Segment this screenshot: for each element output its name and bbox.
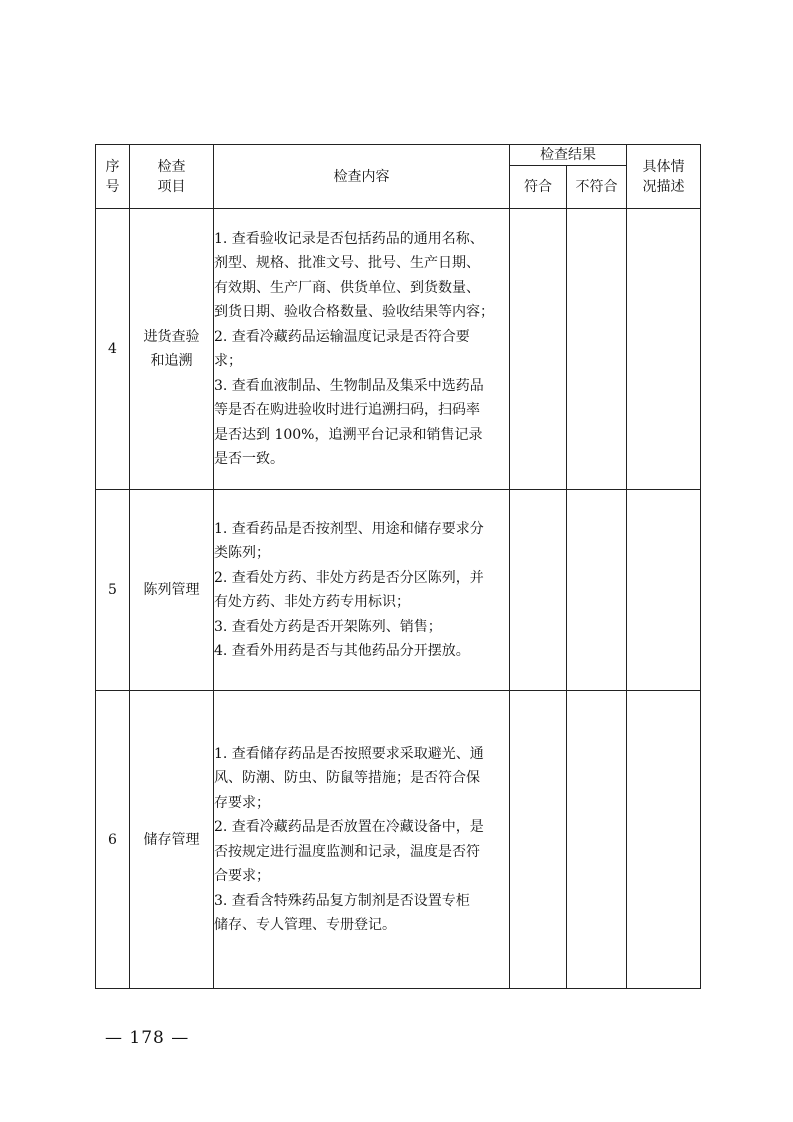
content-line: 储存、专人管理、专册登记。 — [214, 917, 396, 933]
row-item-line: 和追溯 — [150, 353, 193, 369]
table-row — [96, 490, 701, 691]
content-line: 否按规定进行温度监测和记录，温度是否符 — [214, 843, 480, 860]
row-content — [214, 691, 510, 989]
description-cell[interactable] — [627, 209, 701, 490]
inspection-table — [95, 144, 701, 989]
row-item-line: 陈列管理 — [143, 582, 200, 598]
header-content: 检查内容 — [214, 145, 510, 209]
row-content — [214, 490, 510, 691]
row-item-line: 进货查验 — [143, 329, 200, 345]
content-line: 合要求； — [214, 868, 270, 884]
header-description-line-2: 况描述 — [642, 178, 685, 195]
nonconform-cell[interactable] — [567, 490, 627, 691]
content-line: 是否一致。 — [214, 451, 284, 467]
header-conform: 符合 — [510, 166, 567, 209]
header-result: 检查结果 — [510, 145, 627, 166]
content-line: 1. 查看验收记录是否包括药品的通用名称、 — [214, 230, 484, 247]
content-line: 存要求； — [214, 794, 270, 811]
content-line: 1. 查看储存药品是否按照要求采取避光、通 — [214, 745, 484, 762]
row-number: 5 — [96, 490, 130, 691]
content-line: 3. 查看处方药是否开架陈列、销售； — [214, 618, 442, 635]
row-item — [130, 209, 214, 490]
content-line: 等是否在购进验收时进行追溯扫码，扫码率 — [214, 402, 480, 418]
content-line: 4. 查看外用药是否与其他药品分开摆放。 — [214, 643, 470, 659]
table-row — [96, 691, 701, 989]
content-line: 到货日期、验收合格数量、验收结果等内容； — [214, 304, 494, 320]
content-line: 1. 查看药品是否按剂型、用途和储存要求分 — [214, 520, 484, 537]
content-line: 3. 查看含特殊药品复方制剂是否设置专柜 — [214, 892, 470, 909]
content-line: 有效期、生产厂商、供货单位、到货数量、 — [214, 279, 480, 296]
content-line: 2. 查看冷藏药品运输温度记录是否符合要 — [214, 328, 470, 345]
row-number: 4 — [96, 209, 130, 490]
header-seq-line-2: 号 — [105, 178, 120, 195]
row-item — [130, 691, 214, 989]
content-line: 2. 查看冷藏药品是否放置在冷藏设备中，是 — [214, 819, 484, 835]
nonconform-cell[interactable] — [567, 691, 627, 989]
row-item — [130, 490, 214, 691]
conform-cell[interactable] — [510, 691, 567, 989]
description-cell[interactable] — [627, 490, 701, 691]
conform-cell[interactable] — [510, 490, 567, 691]
content-line: 是否达到 100%，追溯平台记录和销售记录 — [214, 426, 483, 443]
header-seq-line-1: 序 — [105, 158, 120, 175]
content-line: 类陈列； — [214, 545, 270, 561]
content-line: 有处方药、非处方药专用标识； — [214, 594, 410, 610]
header-item — [130, 145, 214, 209]
page-number: — 178 — — [105, 1028, 190, 1048]
header-item-line-2: 项目 — [157, 178, 186, 195]
header-description-line-1: 具体情 — [642, 158, 685, 175]
row-number: 6 — [96, 691, 130, 989]
row-content — [214, 209, 510, 490]
content-line: 2. 查看处方药、非处方药是否分区陈列，并 — [214, 569, 484, 586]
content-line: 剂型、规格、批准文号、批号、生产日期、 — [214, 255, 480, 271]
description-cell[interactable] — [627, 691, 701, 989]
conform-cell[interactable] — [510, 209, 567, 490]
content-line: 求； — [214, 353, 242, 369]
header-item-line-1: 检查 — [157, 158, 186, 175]
header-seq — [96, 145, 130, 209]
nonconform-cell[interactable] — [567, 209, 627, 490]
header-description — [627, 145, 701, 209]
content-line: 3. 查看血液制品、生物制品及集采中选药品 — [214, 377, 484, 394]
header-nonconform: 不符合 — [567, 166, 627, 209]
table-row — [96, 209, 701, 490]
row-item-line: 储存管理 — [143, 831, 200, 848]
content-line: 风、防潮、防虫、防鼠等措施；是否符合保 — [214, 770, 480, 786]
